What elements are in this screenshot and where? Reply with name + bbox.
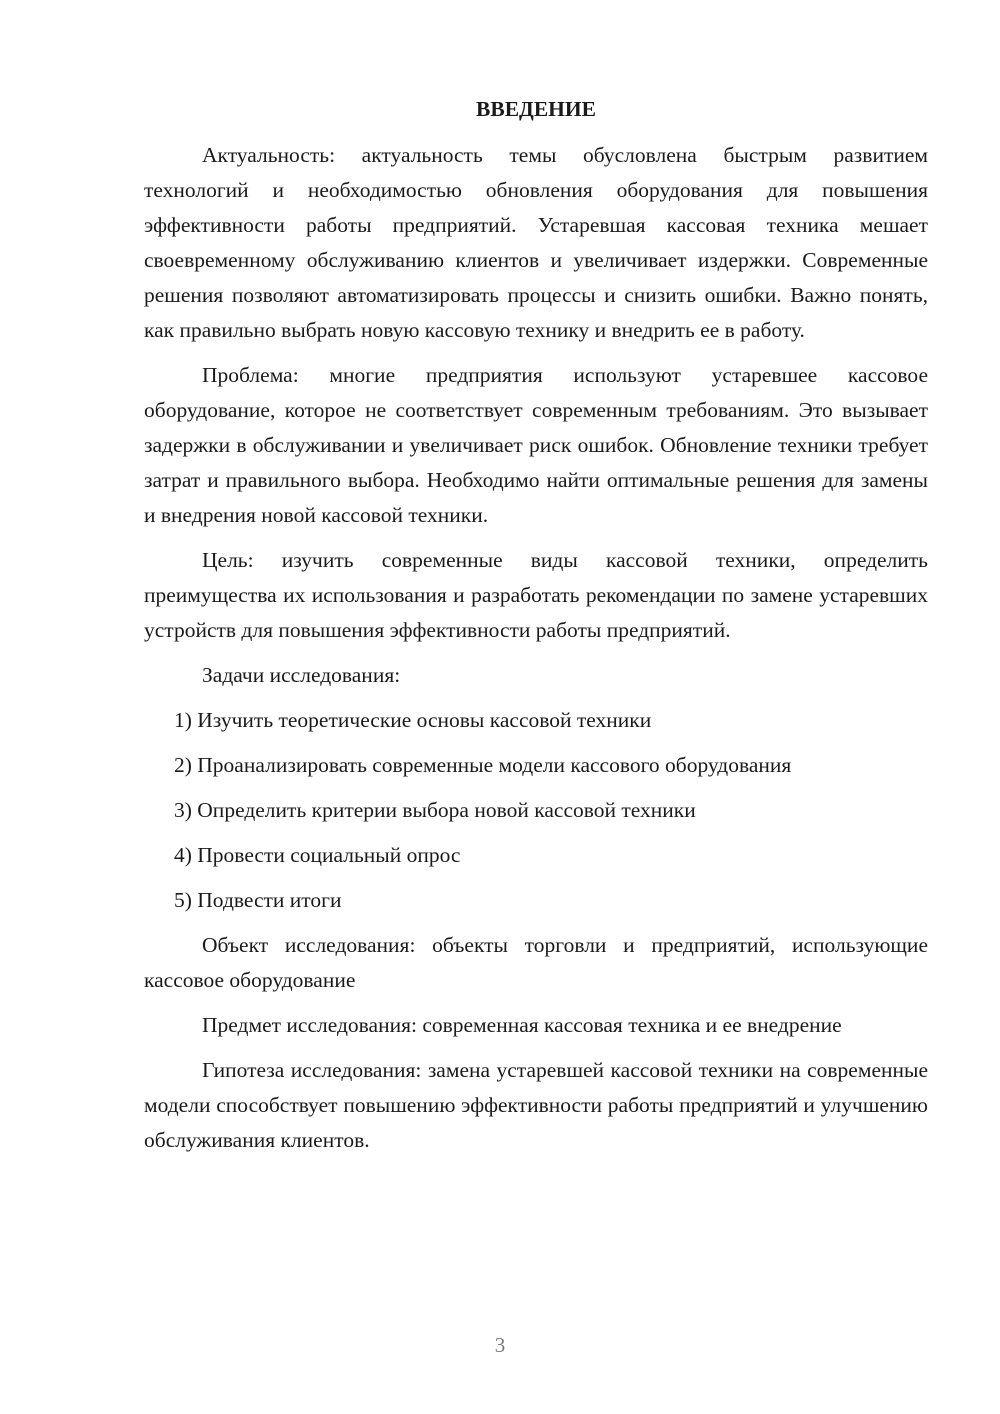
relevance-paragraph: Актуальность: актуальность темы обусловлена быстрым развитием технологий и необходимостью обновления оборудования для повышения эффективности работы предприятий. Устаревшая кассовая техника мешает своевременному обслуживанию клиентов и увеличивает издержки. Современные решения позволяют автоматизировать процессы и снизить ошибки. Важно понять, как правильно выбрать новую кассовую технику и внедрить ее в работу. xyxy=(144,143,928,342)
hypothesis-paragraph: Гипотеза исследования: замена устаревшей кассовой техники на современные модели способствует повышению эффективности работы предприятий и улучшению обслуживания клиентов. xyxy=(144,1058,928,1152)
goal-paragraph: Цель: изучить современные виды кассовой техники, определить преимущества их использования и разработать рекомендации по замене устаревших устройств для повышения эффективности работы предприятий. xyxy=(144,548,928,642)
page-body xyxy=(144,92,928,1168)
list-item: 3) Определить критерии выбора новой кассовой техники xyxy=(174,798,696,822)
list-item: 5) Подвести итоги xyxy=(174,888,342,912)
list-item: 4) Провести социальный опрос xyxy=(174,843,461,867)
section-title: ВВЕДЕНИЕ xyxy=(476,97,596,121)
subject-paragraph: Предмет исследования: современная кассовая техника и ее внедрение xyxy=(202,1013,842,1037)
page-number: 3 xyxy=(494,1333,506,1357)
list-item: 2) Проанализировать современные модели кассового оборудования xyxy=(174,753,792,777)
tasks-heading: Задачи исследования: xyxy=(202,663,401,687)
tasks-list xyxy=(144,703,928,918)
list-item: 1) Изучить теоретические основы кассовой техники xyxy=(174,708,652,732)
object-paragraph: Объект исследования: объекты торговли и предприятий, использующие кассовое оборудование xyxy=(144,933,928,992)
problem-paragraph: Проблема: многие предприятия используют устаревшее кассовое оборудование, которое не соответствует современным требованиям. Это вызывает задержки в обслуживании и увеличивает риск ошибок. Обновление техники требует затрат и правильного выбора. Необходимо найти оптимальные решения для замены и внедрения новой кассовой техники. xyxy=(144,363,928,527)
